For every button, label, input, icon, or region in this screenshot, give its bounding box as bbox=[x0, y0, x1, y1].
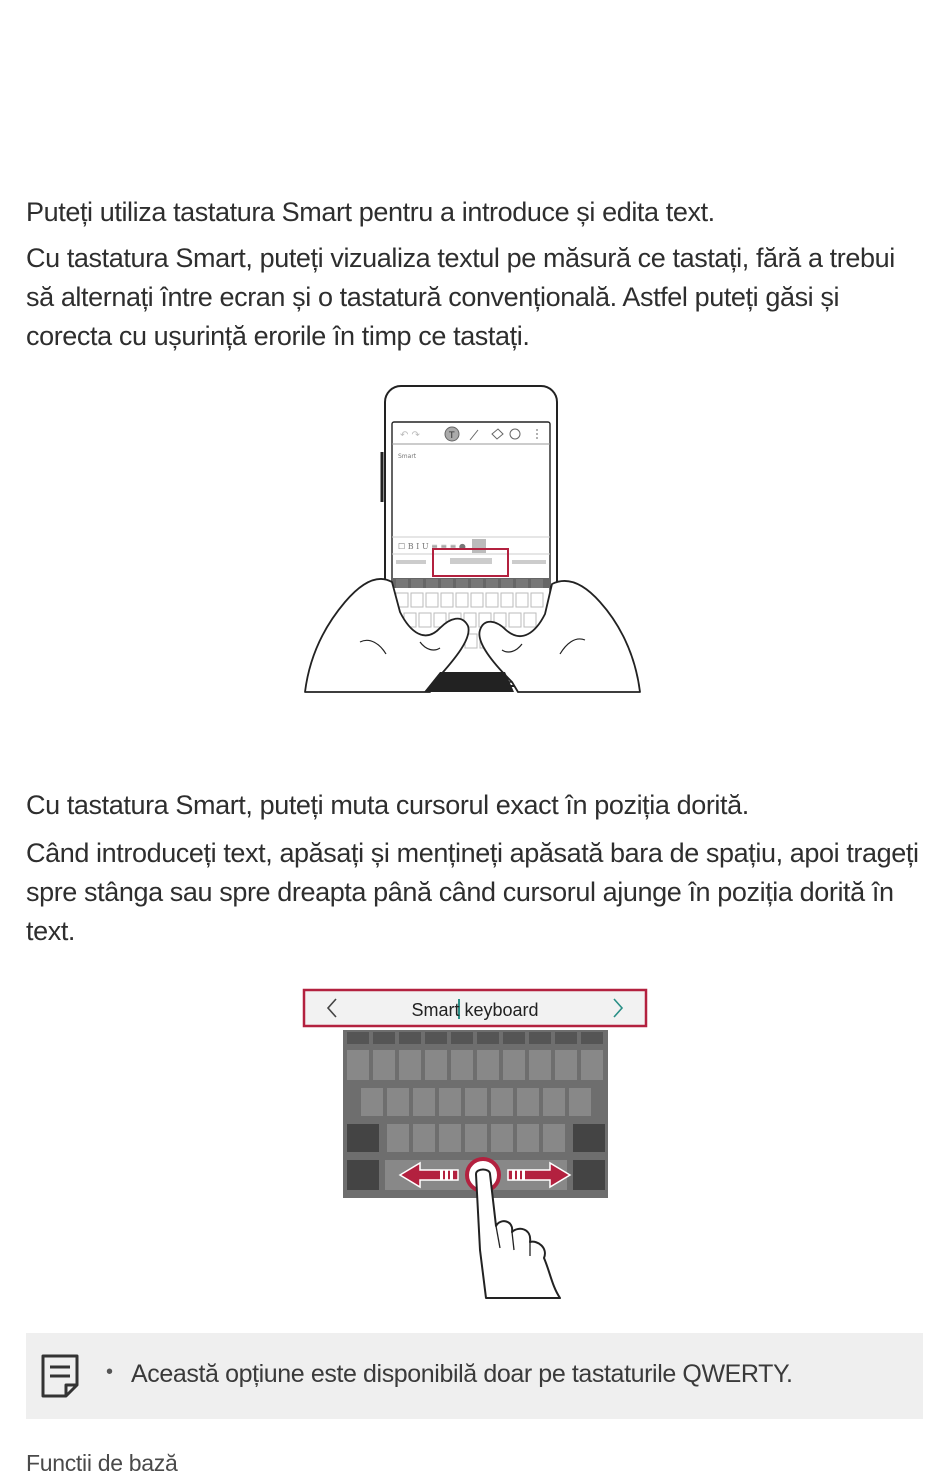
note-icon bbox=[40, 1353, 80, 1399]
format-bar bbox=[392, 537, 550, 554]
svg-text:T: T bbox=[449, 431, 455, 441]
keyboard-text-preview: Smart keyboard bbox=[411, 1000, 539, 1020]
cursor-move-intro: Cu tastatura Smart, puteți muta cursorul exact în poziția dorită. bbox=[26, 790, 749, 820]
svg-text:↶ ↷: ↶ ↷ bbox=[400, 430, 420, 441]
cursor-drag-illustration bbox=[300, 986, 650, 1301]
note-box bbox=[26, 1333, 923, 1419]
smart-keyboard-description: Cu tastatura Smart, puteți vizualiza textul pe măsură ce tastați, fără a trebui să alternați între ecran și o tastatură convențională. Astfel puteți găsi și corecta cu ușurință erorile în timp ce tastați. bbox=[26, 243, 895, 351]
phone-typing-illustration bbox=[300, 382, 645, 697]
svg-text:Smart: Smart bbox=[398, 453, 417, 460]
note-text: Această opțiune este disponibilă doar pe tastaturile QWERTY. bbox=[131, 1360, 793, 1388]
footer-section-name: Functii de bază bbox=[26, 1450, 178, 1476]
note-bullet: • bbox=[106, 1361, 114, 1383]
cursor-move-description: Când introduceți text, apăsați și mențineți apăsată bara de spațiu, apoi trageți spre stânga sau spre dreapta până când cursorul ajunge în poziția dorită în text. bbox=[26, 838, 919, 946]
svg-text:☐ B I U ≡ ≡ ≡ ●: ☐ B I U ≡ ≡ ≡ ● bbox=[398, 542, 466, 551]
smart-keyboard-intro: Puteți utiliza tastatura Smart pentru a introduce și edita text. bbox=[26, 197, 715, 227]
drawing-toolbar bbox=[392, 427, 550, 444]
